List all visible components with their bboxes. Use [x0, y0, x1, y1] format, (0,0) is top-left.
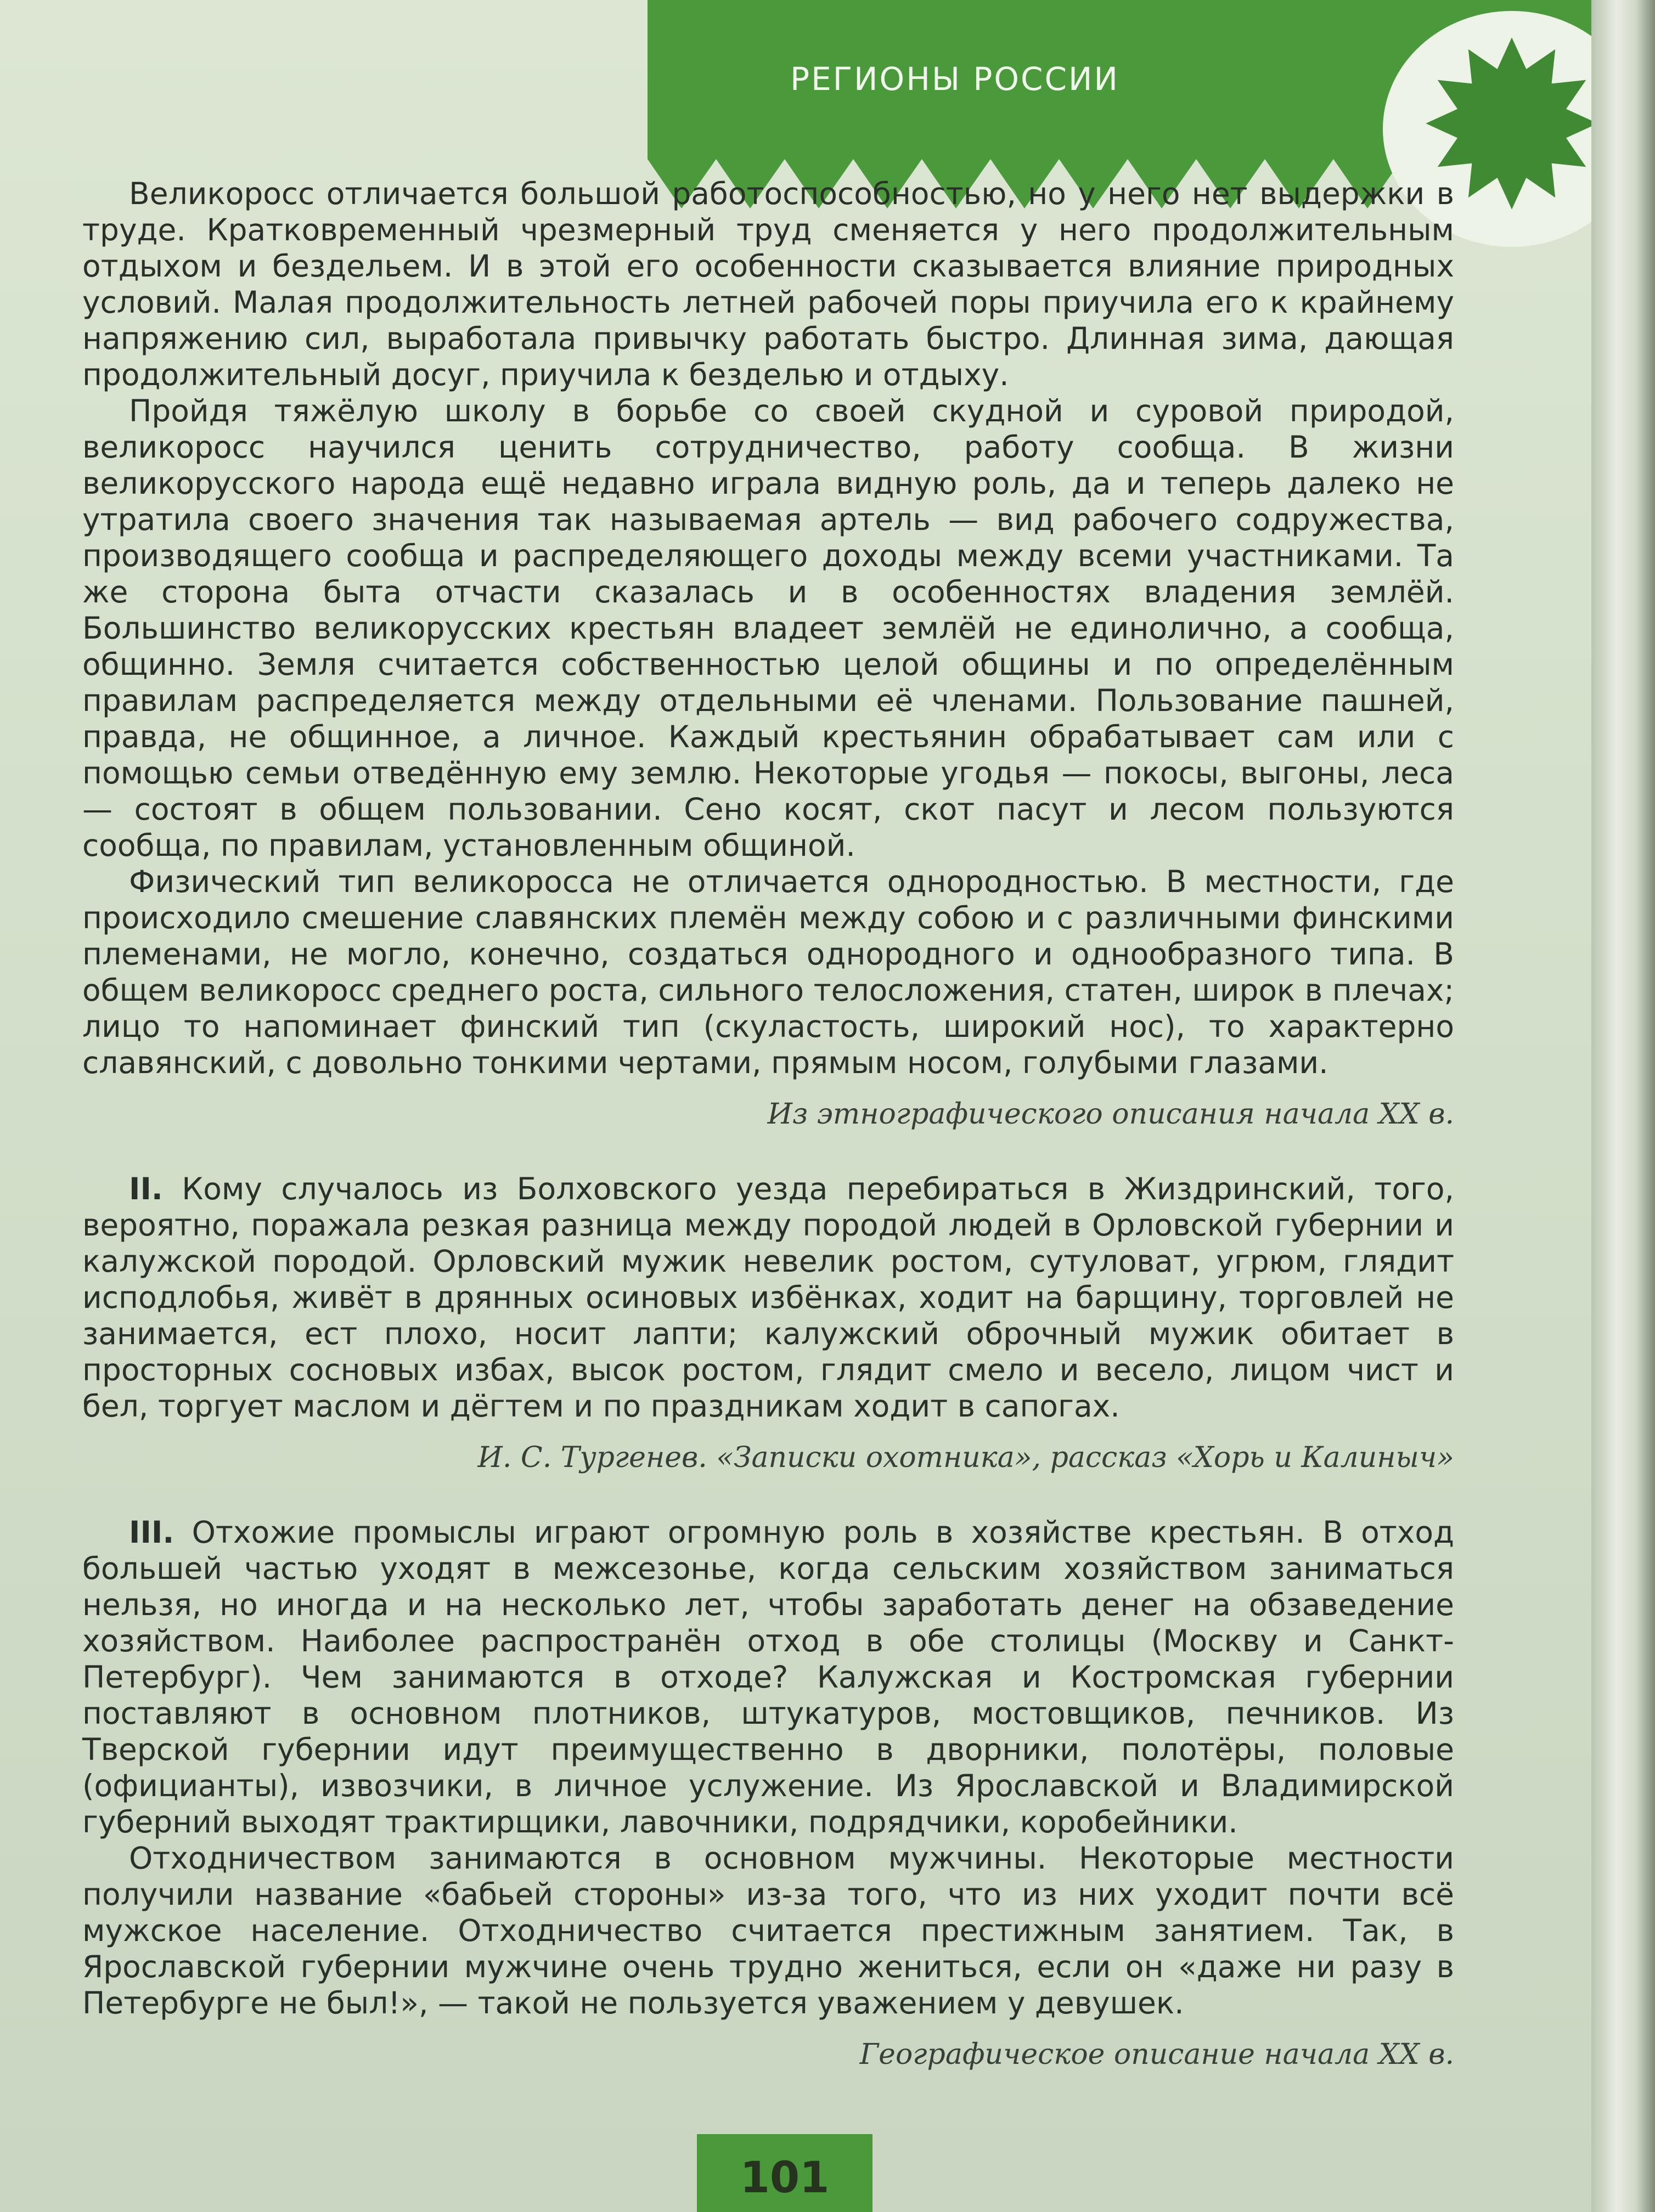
- section-2-text: Кому случалось из Болховского уезда перебираться в Жиздринский, того, вероятно, поражала резкая разница между породой людей в Орловской губернии и калужской породой. Орловский мужик невелик ростом, сутуловат, угрюм, глядит исподлобья, живёт в дрянных осиновых избёнках, ходит на барщину, торговлей не занимается, ест плохо, носит лапти; калужский оброчный мужик обитает в просторных сосновых избах, высок ростом, глядит смело и весело, лицом чист и бел, торгует маслом и дёгтем и по праздникам ходит в сапогах.: [82, 1171, 1454, 1424]
- source-citation-3: Географическое описание начала XX в.: [859, 2038, 1454, 2071]
- section-2-number: II.: [129, 1171, 163, 1206]
- page-number: 101: [740, 2153, 830, 2203]
- source-citation-1: Из этнографического описания начала XX в.: [767, 1098, 1454, 1131]
- paragraph-3: Физический тип великоросса не отличается однородностью. В местности, где происходило смешение славянских племён между собою и с различными финскими племенами, не могло, конечно, создаться однородного и однообразного типа. В общем великоросс среднего роста, сильного телосложения, статен, широк в плечах; лицо то напоминает финский тип (скуластость, широкий нос), то характерно славянский, с довольно тонкими чертами, прямым носом, голубыми глазами.: [82, 864, 1454, 1080]
- section-3-number: III.: [129, 1515, 174, 1550]
- source-citation-2: И. С. Тургенев. «Записки охотника», рассказ «Хорь и Калиныч»: [477, 1441, 1454, 1474]
- section-2-paragraph: [82, 1171, 1454, 1424]
- section-3-text: Отхожие промыслы играют огромную роль в хозяйстве крестьян. В отход большей частью уходят в межсезонье, когда сельским хозяйством заниматься нельзя, но иногда и на несколько лет, чтобы заработать денег на обзаведение хозяйством. Наиболее распространён отход в обе столицы (Москву и Санкт-Петербург). Чем занимаются в отходе? Калужская и Костромская губернии поставляют в основном плотников, штукатуров, мостовщиков, печников. Из Тверской губернии идут преимущественно в дворники, полотёры, половые (официанты), извозчики, в личное услужение. Из Ярославской и Владимирской губерний выходят трактирщики, лавочники, подрядчики, коробейники.: [82, 1515, 1455, 1839]
- page-edge: [1591, 0, 1655, 2212]
- section-3-paragraph-2: Отходничеством занимаются в основном мужчины. Некоторые местности получили название «бабьей стороны» из-за того, что из них уходит почти всё мужское население. Отходничество считается престижным занятием. Так, в Ярославской губернии мужчине очень трудно жениться, если он «даже ни разу в Петербурге не был!», — такой не пользуется уважением у девушек.: [82, 1841, 1454, 2021]
- section-title: РЕГИОНЫ РОССИИ: [790, 60, 1119, 98]
- paragraph-2: Пройдя тяжёлую школу в борьбе со своей скудной и суровой природой, великоросс научился ценить сотрудничество, работу сообща. В жизни великорусского народа ещё недавно играла видную роль, да и теперь далеко не утратила своего значения так называемая артель — вид рабочего содружества, производящего сообща и распределяющего доходы между всеми участниками. Та же сторона быта отчасти сказалась и в особенностях владения землёй. Большинство великорусских крестьян владеет землёй не единолично, а сообща, общинно. Земля считается собственностью целой общины и по определённым правилам распределяется между отдельными её членами. Пользование пашней, правда, не общинное, а личное. Каждый крестьянин обрабатывает сам или с помощью семьи отведённую ему землю. Некоторые угодья — покосы, выгоны, леса — состоят в общем пользовании. Сено косят, скот пасут и лесом пользуются сообща, по правилам, установленным общиной.: [82, 393, 1454, 863]
- article-body: [82, 176, 1454, 2073]
- section-3-paragraph: [82, 1514, 1454, 1840]
- paragraph-1: Великоросс отличается большой работоспособностью, но у него нет выдержки в труде. Кратковременный чрезмерный труд сменяется у него продолжительным отдыхом и бездельем. И в этой его особенности сказывается влияние природных условий. Малая продолжительность летней рабочей поры приучила его к крайнему напряжению сил, выработала привычку работать быстро. Длинная зима, дающая продолжительный досуг, приучила к безделью и отдыху.: [82, 176, 1454, 392]
